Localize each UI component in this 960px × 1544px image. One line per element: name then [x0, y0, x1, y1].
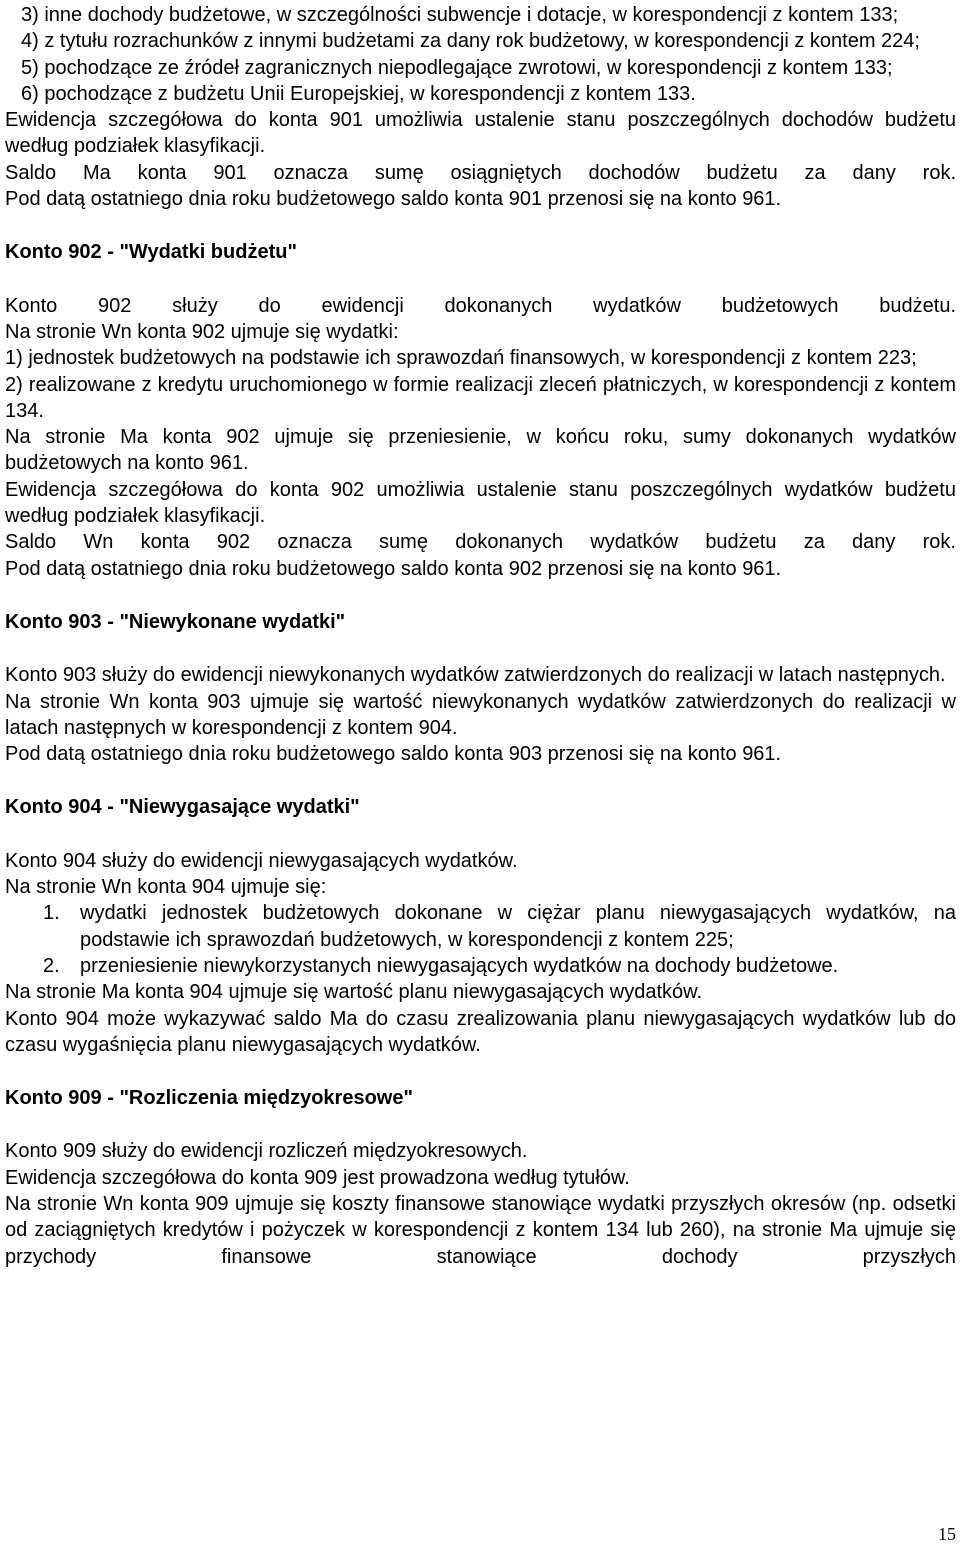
list-item-text: przeniesienie niewykorzystanych niewygasających wydatków na dochody budżetowe.	[80, 954, 839, 977]
k904-paragraph-4: Konto 904 może wykazywać saldo Ma do czasu zrealizowania planu niewygasających wydatków lub do czasu wygaśnięcia planu niewygasających wydatków.	[5, 1007, 956, 1056]
k902-item-1: 1) jednostek budżetowych na podstawie ich sprawozdań finansowych, w korespondencji z kontem 223;	[5, 347, 917, 370]
k904-paragraph-1: Konto 904 służy do ewidencji niewygasających wydatków.	[5, 849, 518, 872]
heading-konto-904: Konto 904 - "Niewygasające wydatki"	[5, 796, 360, 819]
k902-paragraph-1: Konto 902 służy do ewidencji dokonanych wydatków budżetowych budżetu.	[5, 294, 956, 317]
k904-list	[5, 900, 956, 979]
page-number: 15	[938, 1524, 956, 1544]
intro-item-5: 5) pochodzące ze źródeł zagranicznych niepodlegające zwrotowi, w korespondencji z kontem 133;	[21, 56, 893, 79]
list-item-number: 1.	[43, 902, 60, 925]
list-item	[43, 900, 956, 953]
intro-paragraph-1: Ewidencja szczegółowa do konta 901 umożliwia ustalenie stanu poszczególnych dochodów budżetu według podziałek klasyfikacji.	[5, 109, 956, 158]
list-item	[43, 953, 956, 979]
k903-paragraph-3: Pod datą ostatniego dnia roku budżetowego saldo konta 903 przenosi się na konto 961.	[5, 743, 782, 766]
list-item-text: wydatki jednostek budżetowych dokonane w ciężar planu niewygasających wydatków, na podstawie ich sprawozdań budżetowych, w korespondencji z kontem 225;	[80, 902, 956, 951]
k902-paragraph-5: Saldo Wn konta 902 oznacza sumę dokonanych wydatków budżetu za dany rok.	[5, 531, 956, 554]
heading-konto-903: Konto 903 - "Niewykonane wydatki"	[5, 610, 346, 633]
list-item-number: 2.	[43, 954, 60, 977]
intro-item-6: 6) pochodzące z budżetu Unii Europejskiej, w korespondencji z kontem 133.	[21, 82, 696, 105]
intro-item-3: 3) inne dochody budżetowe, w szczególności subwencje i dotacje, w korespondencji z kontem 133;	[21, 4, 899, 26]
k904-paragraph-3: Na stronie Ma konta 904 ujmuje się wartość planu niewygasających wydatków.	[5, 981, 703, 1004]
k904-paragraph-2: Na stronie Wn konta 904 ujmuje się:	[5, 876, 327, 899]
k902-paragraph-2: Na stronie Wn konta 902 ujmuje się wydatki:	[5, 320, 399, 343]
k909-paragraph-3: Na stronie Wn konta 909 ujmuje się koszty finansowe stanowiące wydatki przyszłych okresów (np. odsetki od zaciągniętych kredytów i pożyczek w korespondencji z kontem 134 lub 260), na stronie Ma ujmuje się przychody finansowe stanowiące dochody przyszłych	[5, 1192, 956, 1268]
heading-konto-902: Konto 902 - "Wydatki budżetu"	[5, 241, 297, 264]
k903-paragraph-2: Na stronie Wn konta 903 ujmuje się wartość niewykonanych wydatków zatwierdzonych do realizacji w latach następnych w korespondencji z kontem 904.	[5, 690, 956, 739]
intro-paragraph-3: Pod datą ostatniego dnia roku budżetowego saldo konta 901 przenosi się na konto 961.	[5, 188, 782, 211]
intro-item-4: 4) z tytułu rozrachunków z innymi budżetami za dany rok budżetowy, w korespondencji z kontem 224;	[21, 30, 920, 53]
k902-item-2: 2) realizowane z kredytu uruchomionego w formie realizacji zleceń płatniczych, w korespondencji z kontem 134.	[5, 373, 956, 422]
k909-paragraph-1: Konto 909 służy do ewidencji rozliczeń międzyokresowych.	[5, 1140, 528, 1163]
k902-paragraph-3: Na stronie Ma konta 902 ujmuje się przeniesienie, w końcu roku, sumy dokonanych wydatków budżetowych na konto 961.	[5, 426, 956, 475]
k903-paragraph-1: Konto 903 służy do ewidencji niewykonanych wydatków zatwierdzonych do realizacji w latach następnych.	[5, 664, 946, 687]
k902-paragraph-6: Pod datą ostatniego dnia roku budżetowego saldo konta 902 przenosi się na konto 961.	[5, 557, 782, 580]
k909-paragraph-2: Ewidencja szczegółowa do konta 909 jest prowadzona według tytułów.	[5, 1166, 630, 1189]
heading-konto-909: Konto 909 - "Rozliczenia międzyokresowe"	[5, 1087, 413, 1110]
k902-paragraph-4: Ewidencja szczegółowa do konta 902 umożliwia ustalenie stanu poszczególnych wydatków budżetu według podziałek klasyfikacji.	[5, 478, 956, 528]
intro-paragraph-2: Saldo Ma konta 901 oznacza sumę osiągniętych dochodów budżetu za dany rok.	[5, 161, 956, 184]
